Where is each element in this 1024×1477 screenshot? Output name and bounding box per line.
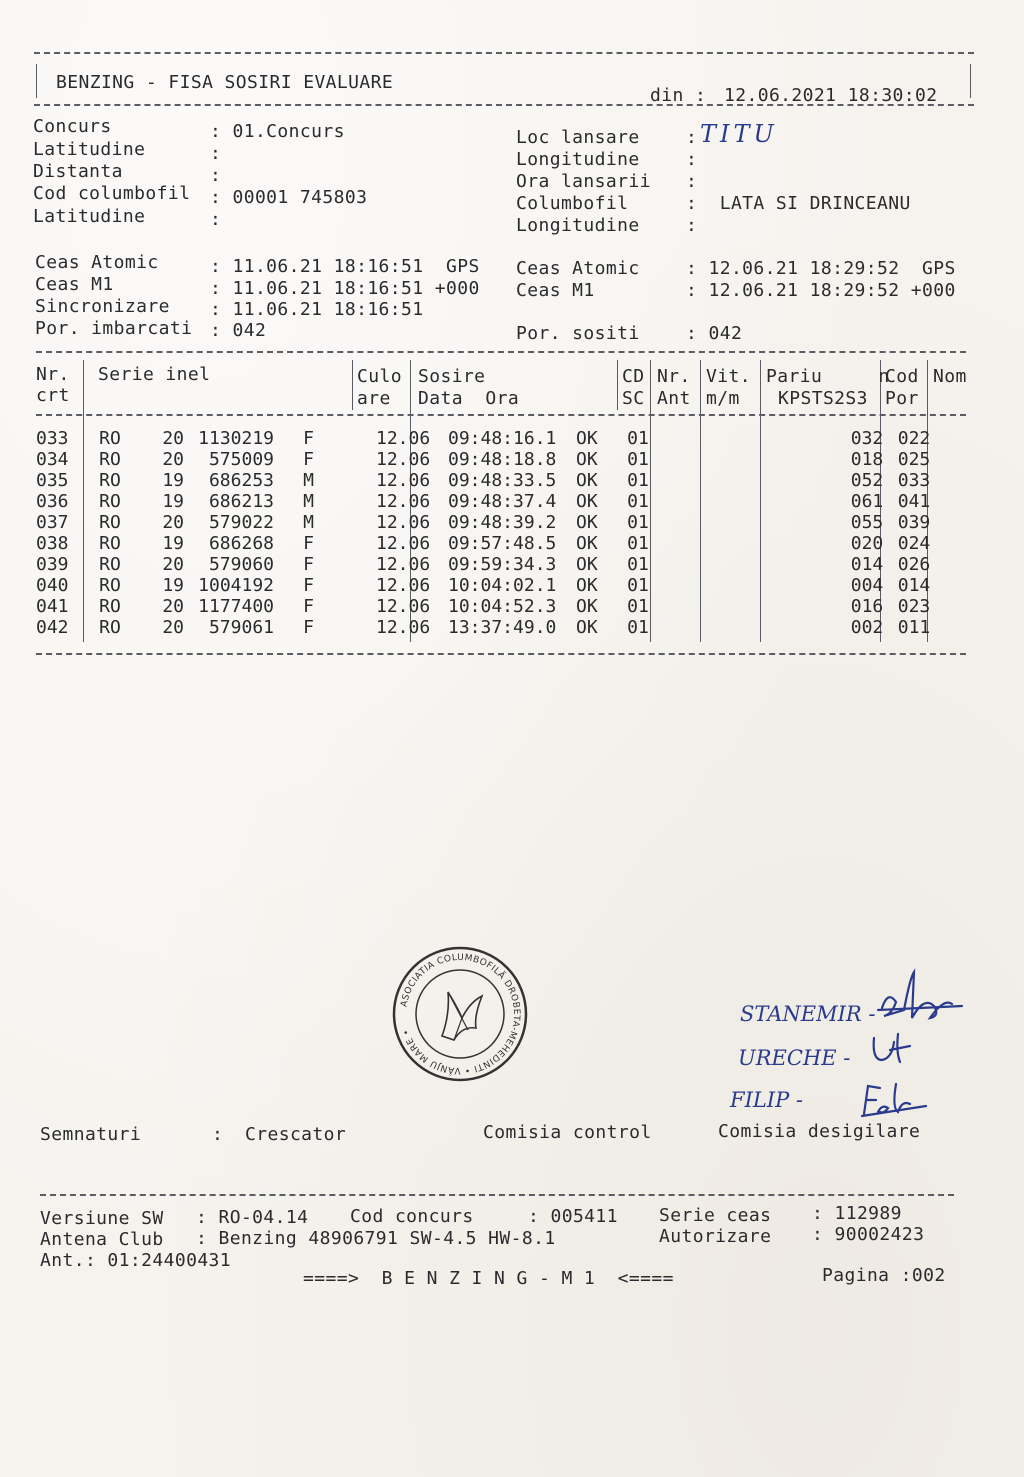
- row-ring: 1130219: [198, 428, 274, 449]
- header-top-rule: [34, 52, 974, 54]
- row-ant: 01: [627, 512, 649, 533]
- row-country: RO: [99, 428, 121, 449]
- row-country: RO: [99, 617, 121, 638]
- row-vit: [664, 617, 724, 638]
- row-date: 12.06: [376, 617, 431, 638]
- row-vit: [664, 533, 724, 554]
- info-value: : LATA SI DRINCEANU: [686, 193, 911, 214]
- signatures-colon: :: [212, 1124, 224, 1145]
- row-sex: F: [303, 596, 314, 617]
- header-cod: Cod: [885, 366, 919, 387]
- row-ring: 1177400: [198, 596, 274, 617]
- row-vit: [664, 575, 724, 596]
- row-cod-por: 014: [850, 554, 884, 575]
- row-cd: OK: [576, 512, 598, 533]
- clock-value: : 11.06.21 18:16:51 GPS: [210, 256, 480, 277]
- row-vit: [664, 470, 724, 491]
- document-title: BENZING - FISA SOSIRI EVALUARE: [56, 72, 394, 93]
- row-cod-por: 018: [850, 449, 884, 470]
- row-ant: 01: [627, 449, 649, 470]
- row-cd: OK: [576, 449, 598, 470]
- row-cd: OK: [576, 428, 598, 449]
- row-nr: 040: [36, 575, 69, 596]
- signature-comisia-control: Comisia control: [483, 1122, 652, 1143]
- row-ant: 01: [627, 596, 649, 617]
- clock-label: Sincronizare: [35, 296, 204, 317]
- row-cod-por: 016: [850, 596, 884, 617]
- table-row: [36, 470, 936, 491]
- row-cod-por: 020: [850, 533, 884, 554]
- col-divider: [617, 360, 618, 410]
- row-nom: 022: [897, 428, 931, 449]
- info-label: Concurs: [33, 116, 202, 137]
- row-culoare: [314, 554, 370, 575]
- info-label: Columbofil: [516, 193, 663, 214]
- footer-cod-concurs-label: Cod concurs: [350, 1206, 474, 1227]
- row-time: 09:48:16.1: [448, 428, 557, 449]
- info-value: :: [210, 143, 222, 164]
- row-ring: 579060: [208, 554, 274, 575]
- row-cd: OK: [576, 554, 598, 575]
- row-cod-por: 052: [850, 470, 884, 491]
- signature-name: STANEMIR -: [740, 1002, 876, 1026]
- header-pariu: Pariu n: [766, 366, 890, 387]
- table-row: [36, 491, 936, 512]
- row-date: 12.06: [376, 512, 431, 533]
- row-date: 12.06: [376, 575, 431, 596]
- signature-scribble-icon: [866, 1030, 916, 1070]
- signature-name: URECHE -: [738, 1046, 851, 1070]
- info-label: Longitudine: [516, 215, 663, 236]
- table-top-rule: [36, 351, 966, 353]
- header-left-border: [36, 64, 37, 98]
- header-cd: CD: [622, 366, 645, 387]
- date-value: 12.06.2021 18:30:02: [724, 85, 938, 106]
- signature-crescator: Crescator: [245, 1124, 347, 1145]
- info-value: :: [686, 149, 698, 170]
- row-pariu: [724, 491, 842, 512]
- signature-scribble-icon: [874, 968, 964, 1028]
- row-ring: 686253: [208, 470, 274, 491]
- clock-value: : 11.06.21 18:16:51 +000: [210, 278, 480, 299]
- row-pariu: [724, 575, 842, 596]
- header-bottom-rule: [34, 104, 974, 106]
- row-cd: OK: [576, 491, 598, 512]
- col-divider: [352, 360, 353, 410]
- header-right-border: [970, 64, 971, 98]
- table-row: [36, 554, 936, 575]
- row-cod-por: 002: [850, 617, 884, 638]
- info-value: :: [686, 127, 698, 148]
- row-ant: 01: [627, 554, 649, 575]
- row-nom: 011: [897, 617, 931, 638]
- footer-serie-ceas-label: Serie ceas: [659, 1205, 772, 1226]
- table-row: [36, 449, 936, 470]
- table-header-rule: [36, 414, 966, 416]
- row-cd: OK: [576, 533, 598, 554]
- row-time: 09:48:33.5: [448, 470, 557, 491]
- row-year: 20: [162, 428, 184, 449]
- date-label: din :: [650, 85, 707, 106]
- row-ring: 579022: [208, 512, 274, 533]
- info-value: :: [686, 215, 698, 236]
- row-nom: 023: [897, 596, 931, 617]
- table-row: [36, 533, 936, 554]
- row-country: RO: [99, 575, 121, 596]
- row-ring: 579061: [208, 617, 274, 638]
- row-ant: 01: [627, 491, 649, 512]
- row-country: RO: [99, 491, 121, 512]
- row-country: RO: [99, 596, 121, 617]
- header-kpsts: KPSTS2S3: [778, 388, 868, 409]
- footer-serie-ceas-value: : 112989: [812, 1203, 902, 1224]
- row-vit: [664, 512, 724, 533]
- clock-value: : 042: [210, 320, 267, 341]
- row-nom: 025: [897, 449, 931, 470]
- row-nom: 026: [897, 554, 931, 575]
- row-nr: 041: [36, 596, 69, 617]
- row-country: RO: [99, 533, 121, 554]
- row-nr: 037: [36, 512, 69, 533]
- info-value: :: [686, 171, 698, 192]
- footer-pagina: Pagina :002: [822, 1265, 946, 1286]
- header-crt: crt: [36, 385, 70, 406]
- clock-label: Ceas M1: [516, 280, 663, 301]
- row-pariu: [724, 533, 842, 554]
- row-nr: 034: [36, 449, 69, 470]
- row-pariu: [724, 470, 842, 491]
- row-year: 20: [162, 512, 184, 533]
- row-time: 09:48:37.4: [448, 491, 557, 512]
- row-time: 10:04:52.3: [448, 596, 557, 617]
- row-time: 09:59:34.3: [448, 554, 557, 575]
- clock-value: : 042: [686, 323, 743, 344]
- row-culoare: [314, 449, 370, 470]
- clock-label: Ceas Atomic: [35, 252, 204, 273]
- footer-versiune-value: : RO-04.14: [196, 1207, 309, 1228]
- header-vit: Vit.: [706, 366, 751, 387]
- row-country: RO: [99, 470, 121, 491]
- footer-ant-line: Ant.: 01:24400431: [40, 1250, 232, 1271]
- row-year: 20: [162, 449, 184, 470]
- row-cd: OK: [576, 575, 598, 596]
- row-sex: M: [303, 512, 314, 533]
- row-date: 12.06: [376, 449, 431, 470]
- row-ring: 686213: [208, 491, 274, 512]
- row-year: 20: [162, 596, 184, 617]
- signatures-label: Semnaturi: [40, 1124, 142, 1145]
- row-country: RO: [99, 512, 121, 533]
- row-country: RO: [99, 449, 121, 470]
- row-year: 19: [162, 470, 184, 491]
- signature-name: FILIP -: [730, 1088, 804, 1112]
- row-year: 19: [162, 575, 184, 596]
- row-pariu: [724, 554, 842, 575]
- row-cd: OK: [576, 470, 598, 491]
- association-stamp-icon: [390, 944, 530, 1084]
- row-vit: [664, 491, 724, 512]
- row-ant: 01: [627, 533, 649, 554]
- info-label: Latitudine: [33, 206, 202, 227]
- clock-label: Ceas Atomic: [516, 258, 663, 279]
- row-ant: 01: [627, 470, 649, 491]
- footer-autorizare-value: : 90002423: [812, 1224, 925, 1245]
- signature-comisia-desigilare: Comisia desigilare: [718, 1121, 921, 1142]
- svg-text:ASOCIATIA COLUMBOFILĂ DROBETA-: ASOCIATIA COLUMBOFILĂ DROBETA-MEHEDINTI • VÂNJU MARE •: [399, 952, 522, 1076]
- clock-value: : 12.06.21 18:29:52 GPS: [686, 258, 956, 279]
- header-ant: Ant: [657, 388, 691, 409]
- row-ring: 1004192: [198, 575, 274, 596]
- row-cod-por: 055: [850, 512, 884, 533]
- row-culoare: [314, 428, 370, 449]
- row-vit: [664, 554, 724, 575]
- table-row: [36, 428, 936, 449]
- row-cod-por: 061: [850, 491, 884, 512]
- header-sc: SC: [622, 388, 645, 409]
- table-bottom-rule: [36, 653, 966, 655]
- row-nom: 041: [897, 491, 931, 512]
- row-sex: F: [303, 428, 314, 449]
- row-sex: F: [303, 554, 314, 575]
- row-pariu: [724, 449, 842, 470]
- header-sosire: Sosire: [418, 366, 486, 387]
- row-sex: F: [303, 533, 314, 554]
- row-ring: 686268: [208, 533, 274, 554]
- header-are: are: [357, 388, 391, 409]
- row-culoare: [314, 533, 370, 554]
- header-mm: m/m: [706, 388, 740, 409]
- row-pariu: [724, 428, 842, 449]
- row-pariu: [724, 512, 842, 533]
- footer-antena-label: Antena Club: [40, 1229, 164, 1250]
- row-date: 12.06: [376, 554, 431, 575]
- info-value: : 01.Concurs: [210, 121, 345, 142]
- row-ant: 01: [627, 617, 649, 638]
- header-por: Por: [885, 388, 919, 409]
- table-row: [36, 512, 936, 533]
- info-label: Loc lansare: [516, 127, 663, 148]
- row-year: 19: [162, 533, 184, 554]
- row-time: 13:37:49.0: [448, 617, 557, 638]
- signature-scribble-icon: [858, 1078, 930, 1122]
- info-value: : 00001 745803: [210, 187, 368, 208]
- table-row: [36, 617, 936, 638]
- row-sex: F: [303, 575, 314, 596]
- header-nr2: Nr.: [657, 366, 691, 387]
- info-label: Ora lansarii: [516, 171, 663, 192]
- row-time: 09:57:48.5: [448, 533, 557, 554]
- arrivals-table: [36, 428, 936, 638]
- info-value: :: [210, 165, 222, 186]
- clock-label: Por. sositi: [516, 323, 663, 344]
- table-row: [36, 575, 936, 596]
- row-nom: 014: [897, 575, 931, 596]
- row-ant: 01: [627, 575, 649, 596]
- footer-rule: [40, 1194, 954, 1196]
- row-time: 09:48:39.2: [448, 512, 557, 533]
- row-date: 12.06: [376, 533, 431, 554]
- clock-value: : 12.06.21 18:29:52 +000: [686, 280, 956, 301]
- table-row: [36, 596, 936, 617]
- clock-label: Ceas M1: [35, 274, 204, 295]
- footer-antena-value: : Benzing 48906791 SW-4.5 HW-8.1: [196, 1228, 556, 1249]
- header-nom: Nom: [933, 366, 967, 387]
- header-data-ora: Data Ora: [418, 388, 520, 409]
- row-cod-por: 004: [850, 575, 884, 596]
- row-sex: F: [303, 449, 314, 470]
- info-label: Cod columbofil: [33, 183, 191, 204]
- row-nom: 033: [897, 470, 931, 491]
- row-ring: 575009: [208, 449, 274, 470]
- info-value: :: [210, 209, 222, 230]
- row-nr: 033: [36, 428, 69, 449]
- row-vit: [664, 596, 724, 617]
- row-nr: 042: [36, 617, 69, 638]
- row-country: RO: [99, 554, 121, 575]
- clock-label: Por. imbarcati: [35, 318, 193, 339]
- row-time: 10:04:02.1: [448, 575, 557, 596]
- row-nr: 038: [36, 533, 69, 554]
- footer-autorizare-label: Autorizare: [659, 1226, 772, 1247]
- row-year: 20: [162, 617, 184, 638]
- row-culoare: [314, 575, 370, 596]
- row-culoare: [314, 617, 370, 638]
- clock-value: : 11.06.21 18:16:51: [210, 299, 424, 320]
- info-label: Distanta: [33, 161, 202, 182]
- row-vit: [664, 449, 724, 470]
- row-pariu: [724, 617, 842, 638]
- row-nom: 024: [897, 533, 931, 554]
- row-nom: 039: [897, 512, 931, 533]
- header-nr: Nr.: [36, 364, 70, 385]
- row-year: 20: [162, 554, 184, 575]
- row-sex: M: [303, 491, 314, 512]
- row-sex: M: [303, 470, 314, 491]
- row-pariu: [724, 596, 842, 617]
- row-culoare: [314, 470, 370, 491]
- info-label: Longitudine: [516, 149, 663, 170]
- header-culo: Culo: [357, 366, 402, 387]
- row-date: 12.06: [376, 470, 431, 491]
- row-culoare: [314, 596, 370, 617]
- row-cod-por: 032: [850, 428, 884, 449]
- info-label: Latitudine: [33, 139, 202, 160]
- footer-versiune-label: Versiune SW: [40, 1208, 164, 1229]
- row-sex: F: [303, 617, 314, 638]
- row-nr: 035: [36, 470, 69, 491]
- row-cd: OK: [576, 617, 598, 638]
- handwritten-loc: TITU: [700, 120, 778, 148]
- footer-banner: ====> B E N Z I N G - M 1 <====: [303, 1268, 674, 1289]
- row-year: 19: [162, 491, 184, 512]
- row-vit: [664, 428, 724, 449]
- row-culoare: [314, 512, 370, 533]
- row-date: 12.06: [376, 491, 431, 512]
- row-nr: 039: [36, 554, 69, 575]
- header-serie-inel: Serie inel: [98, 364, 211, 385]
- row-date: 12.06: [376, 596, 431, 617]
- row-ant: 01: [627, 428, 649, 449]
- row-culoare: [314, 491, 370, 512]
- row-date: 12.06: [376, 428, 431, 449]
- footer-cod-concurs-value: : 005411: [528, 1206, 618, 1227]
- row-cd: OK: [576, 596, 598, 617]
- row-time: 09:48:18.8: [448, 449, 557, 470]
- row-nr: 036: [36, 491, 69, 512]
